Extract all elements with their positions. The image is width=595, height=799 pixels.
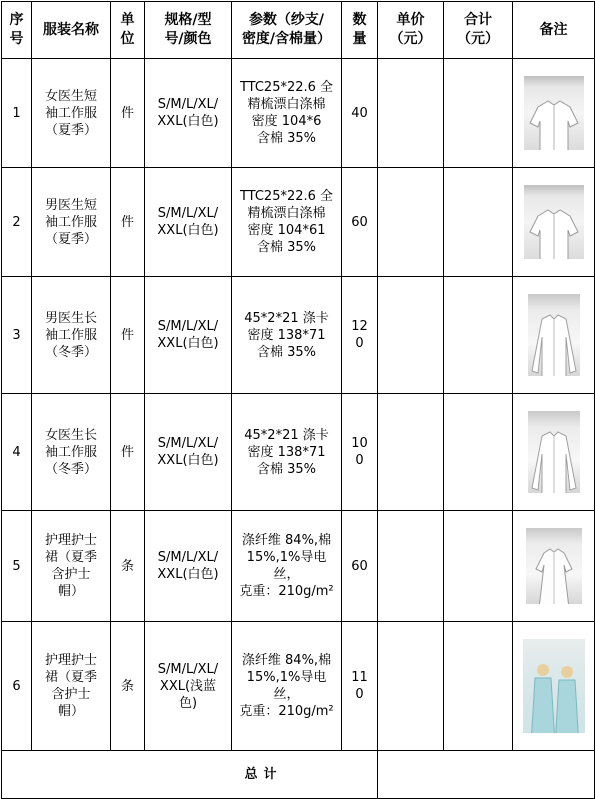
row-spec: S/M/L/XL/ XXL(白色) xyxy=(145,59,232,168)
row-price[interactable] xyxy=(378,511,444,622)
header-index: 序 号 xyxy=(2,2,32,59)
row-qty: 11 0 xyxy=(342,622,378,751)
table-row xyxy=(2,394,595,511)
header-name: 服装名称 xyxy=(32,2,111,59)
row-unit: 条 xyxy=(111,622,145,751)
row-spec: S/M/L/XL/ XXL(白色) xyxy=(145,511,232,622)
row-name: 女医生短 袖工作服 （夏季） xyxy=(32,59,111,168)
table-row xyxy=(2,277,595,394)
row-param: 涤纤维 84%,棉 15%,1%导电丝， 克重：210g/m² xyxy=(232,622,342,751)
row-index: 6 xyxy=(2,622,32,751)
row-name: 男医生长 袖工作服 （冬季） xyxy=(32,277,111,394)
row-index: 5 xyxy=(2,511,32,622)
row-index: 1 xyxy=(2,59,32,168)
row-unit: 件 xyxy=(111,394,145,511)
blue-nurse-dress-photo xyxy=(523,639,585,733)
row-index: 3 xyxy=(2,277,32,394)
row-name: 护理护士 裙（夏季 含护士 帽） xyxy=(32,622,111,751)
short-sleeve-white-coat-photo xyxy=(524,185,584,259)
header-unit: 单 位 xyxy=(111,2,145,59)
row-photo-cell xyxy=(513,277,595,394)
row-price[interactable] xyxy=(378,168,444,277)
row-total[interactable] xyxy=(444,277,513,394)
table-row xyxy=(2,59,595,168)
grand-total-value[interactable] xyxy=(378,751,595,799)
row-price[interactable] xyxy=(378,622,444,751)
row-param: 45*2*21 涤卡 密度 138*71 含棉 35% xyxy=(232,394,342,511)
row-param: TTC25*22.6 全 精梳漂白涤棉 密度 104*6 含棉 35% xyxy=(232,59,342,168)
row-photo-cell xyxy=(513,394,595,511)
header-spec: 规格/型 号/颜色 xyxy=(145,2,232,59)
table-row xyxy=(2,511,595,622)
long-sleeve-white-coat-photo xyxy=(528,411,580,493)
row-total[interactable] xyxy=(444,59,513,168)
row-index: 2 xyxy=(2,168,32,277)
row-name: 女医生长 袖工作服 （冬季） xyxy=(32,394,111,511)
row-unit: 条 xyxy=(111,511,145,622)
row-param: 45*2*21 涤卡 密度 138*71 含棉 35% xyxy=(232,277,342,394)
row-price[interactable] xyxy=(378,59,444,168)
row-spec: S/M/L/XL/ XXL(浅蓝 色) xyxy=(145,622,232,751)
total-row xyxy=(2,751,595,799)
row-param: 涤纤维 84%,棉 15%,1%导电丝， 克重：210g/m² xyxy=(232,511,342,622)
row-photo-cell xyxy=(513,511,595,622)
row-spec: S/M/L/XL/ XXL(白色) xyxy=(145,277,232,394)
row-spec: S/M/L/XL/ XXL(白色) xyxy=(145,394,232,511)
row-unit: 件 xyxy=(111,59,145,168)
uniform-quotation-table xyxy=(1,1,595,799)
grand-total-label: 总计 xyxy=(2,751,378,799)
header-param: 参数（纱支/ 密度/含棉量） xyxy=(232,2,342,59)
row-qty: 10 0 xyxy=(342,394,378,511)
header-total: 合计 （元） xyxy=(444,2,513,59)
header-qty: 数 量 xyxy=(342,2,378,59)
row-unit: 件 xyxy=(111,168,145,277)
row-unit: 件 xyxy=(111,277,145,394)
row-spec: S/M/L/XL/ XXL(白色) xyxy=(145,168,232,277)
row-photo-cell xyxy=(513,59,595,168)
row-total[interactable] xyxy=(444,394,513,511)
row-price[interactable] xyxy=(378,277,444,394)
table-row xyxy=(2,622,595,751)
row-qty: 60 xyxy=(342,168,378,277)
header-remark: 备注 xyxy=(513,2,595,59)
table-row xyxy=(2,168,595,277)
row-name: 护理护士 裙（夏季 含护士 帽） xyxy=(32,511,111,622)
white-nurse-dress-photo xyxy=(526,528,582,604)
row-total[interactable] xyxy=(444,622,513,751)
row-total[interactable] xyxy=(444,168,513,277)
short-sleeve-white-coat-photo xyxy=(524,76,584,150)
row-price[interactable] xyxy=(378,394,444,511)
header-row xyxy=(2,2,595,59)
row-qty: 60 xyxy=(342,511,378,622)
row-param: TTC25*22.6 全 精梳漂白涤棉 密度 104*61 含棉 35% xyxy=(232,168,342,277)
header-price: 单价 （元） xyxy=(378,2,444,59)
long-sleeve-white-coat-photo xyxy=(528,294,580,376)
row-qty: 40 xyxy=(342,59,378,168)
row-photo-cell xyxy=(513,168,595,277)
row-name: 男医生短 袖工作服 （夏季） xyxy=(32,168,111,277)
row-photo-cell xyxy=(513,622,595,751)
row-qty: 12 0 xyxy=(342,277,378,394)
row-total[interactable] xyxy=(444,511,513,622)
row-index: 4 xyxy=(2,394,32,511)
